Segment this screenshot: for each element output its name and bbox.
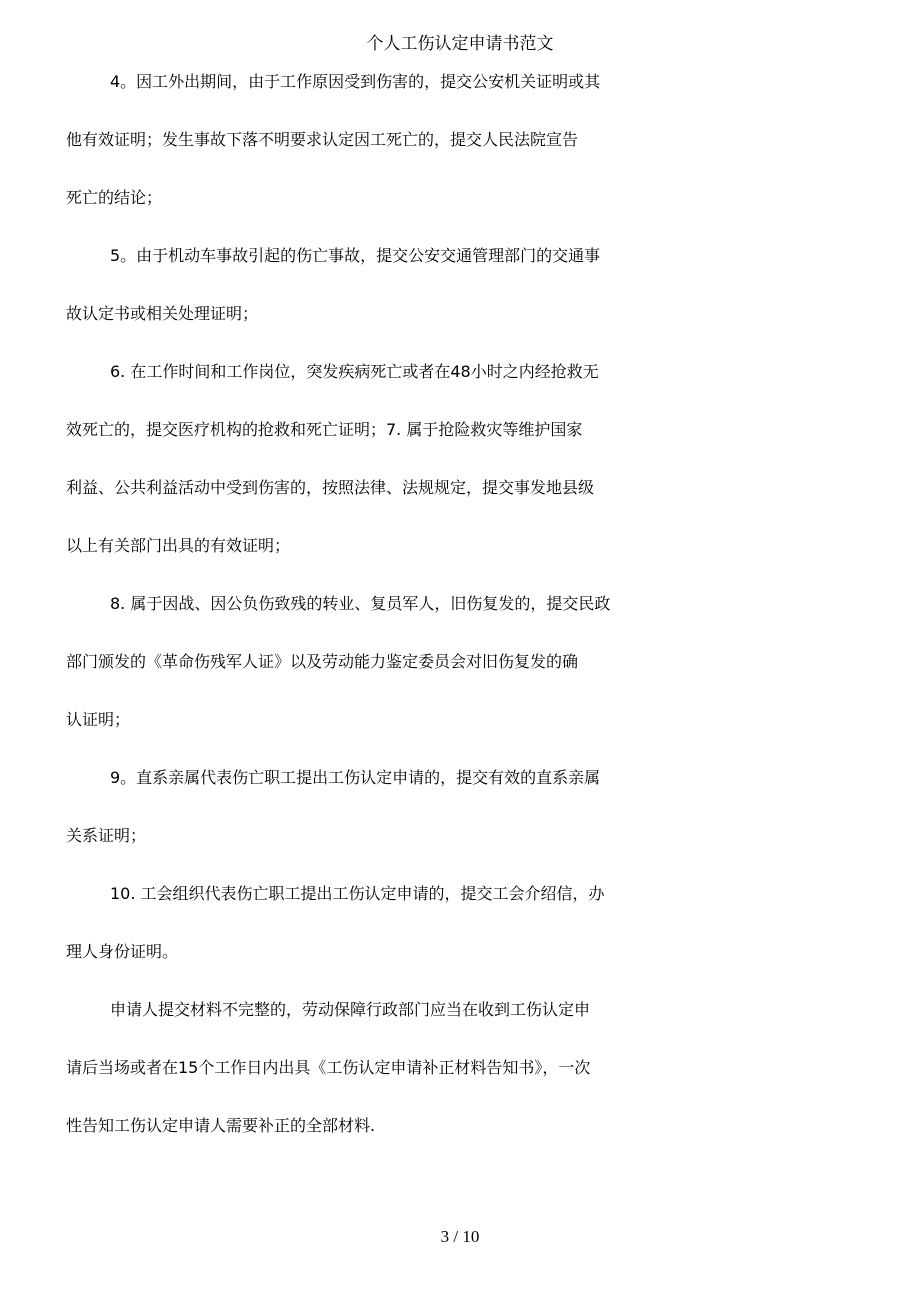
paragraph-item-5 [66,236,856,352]
text-line: 认证明； [66,710,131,729]
text-line: 以上有关部门出具的有效证明； [66,536,291,555]
text-line: 请后当场或者在15个工作日内出具《工伤认定申请补正材料告知书》，一次 [66,1058,591,1077]
text-line: 死亡的结论； [66,188,163,207]
text-line: 理人身份证明。 [66,942,179,961]
page-header [0,33,920,55]
text-line: 6. 在工作时间和工作岗位，突发疾病死亡或者在48小时之内经抢救无 [110,362,599,381]
text-line: 利益、公共利益活动中受到伤害的，按照法律、法规规定，提交事发地县级 [66,478,595,497]
page-footer [0,1226,920,1248]
text-line: 关系证明； [66,826,147,845]
text-line: 4。因工外出期间，由于工作原因受到伤害的，提交公安机关证明或其 [110,72,601,91]
document-title: 个人工伤认定申请书范文 [366,34,554,54]
paragraph-item-4 [66,62,856,236]
paragraph-item-10 [66,874,856,990]
text-line: 效死亡的，提交医疗机构的抢救和死亡证明；7. 属于抢险救灾等维护国家 [66,420,583,439]
text-line: 他有效证明；发生事故下落不明要求认定因工死亡的，提交人民法院宣告 [66,130,579,149]
paragraph-incomplete-materials [66,990,856,1164]
text-line: 9。直系亲属代表伤亡职工提出工伤认定申请的，提交有效的直系亲属 [110,768,601,787]
paragraph-item-6-7 [66,352,856,584]
page-number: 3 / 10 [440,1227,480,1246]
text-line: 性告知工伤认定申请人需要补正的全部材料. [66,1116,376,1135]
text-line: 5。由于机动车事故引起的伤亡事故，提交公安交通管理部门的交通事 [110,246,601,265]
text-line: 申请人提交材料不完整的，劳动保障行政部门应当在收到工伤认定申 [110,1000,591,1019]
paragraph-item-8 [66,584,856,758]
document-body [66,62,856,1164]
text-line: 故认定书或相关处理证明； [66,304,259,323]
text-line: 8. 属于因战、因公负伤致残的转业、复员军人，旧伤复发的，提交民政 [110,594,611,613]
text-line: 部门颁发的《革命伤残军人证》以及劳动能力鉴定委员会对旧伤复发的确 [66,652,579,671]
paragraph-item-9 [66,758,856,874]
text-line: 10. 工会组织代表伤亡职工提出工伤认定申请的，提交工会介绍信，办 [110,884,605,903]
